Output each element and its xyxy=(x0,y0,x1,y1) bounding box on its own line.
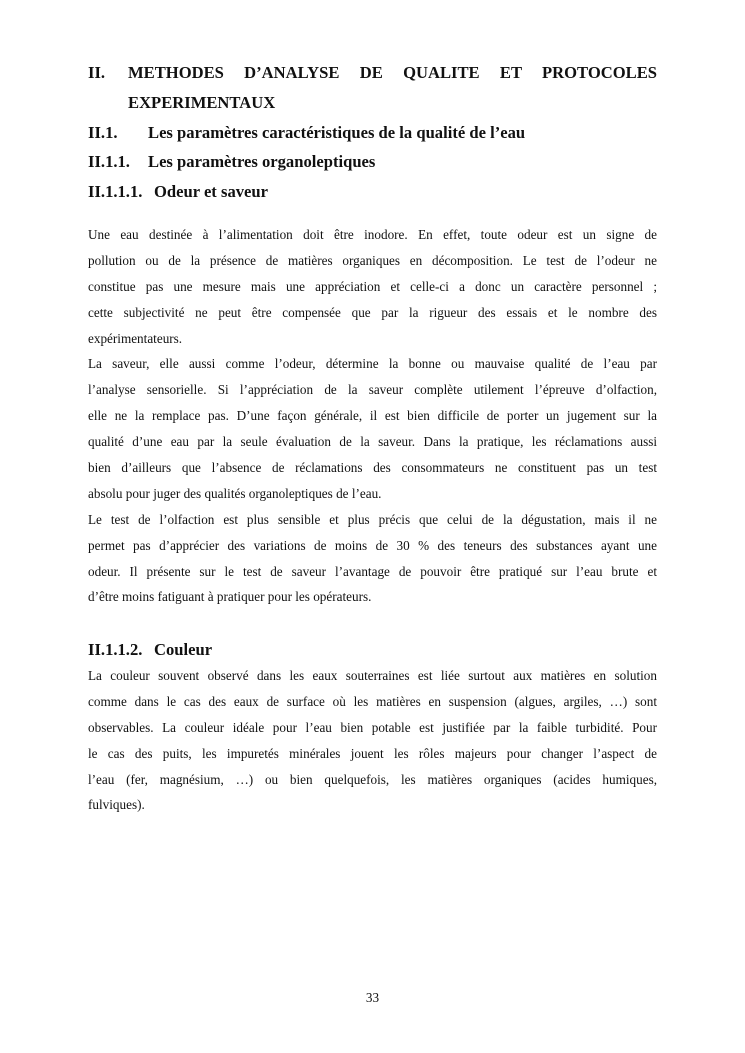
text-line: pollution ou de la présence de matières organiques en décomposition. Le test de l’odeur ne xyxy=(88,252,657,268)
heading-title-cont: EXPERIMENTAUX xyxy=(128,93,276,112)
odeur-saveur-text xyxy=(88,222,657,610)
text-line: La saveur, elle aussi comme l’odeur, détermine la bonne ou mauvaise qualité de l’eau par xyxy=(88,356,657,372)
text-line: l’eau (fer, magnésium, …) ou bien quelquefois, les matières organiques (acides humiques, xyxy=(88,771,657,787)
text-line: expérimentateurs. xyxy=(88,330,183,346)
text-line: cette subjectivité ne peut être compensée que par la rigueur des essais et le nombre des xyxy=(88,304,657,320)
heading-section-II xyxy=(88,58,657,118)
heading-section-II-1-1 xyxy=(88,147,657,177)
text-line: observables. La couleur idéale pour l’eau bien potable est justifiée par la faible turbidité. Pour xyxy=(88,719,657,735)
heading-number: II.1.1. xyxy=(88,152,130,171)
text-line: le cas des puits, les impuretés minérales jouent les rôles majeurs pour changer l’aspect de xyxy=(88,745,657,761)
heading-title: Les paramètres organoleptiques xyxy=(148,152,376,171)
text-line: l’analyse sensorielle. Si l’appréciation de la saveur complète utilement l’épreuve d’olfaction, xyxy=(88,382,657,398)
text-line: qualité d’une eau par la seule évaluation de la saveur. Dans la pratique, les réclamations aussi xyxy=(88,434,657,450)
heading-section-II-1-1-1 xyxy=(88,177,657,207)
text-line: elle ne la remplace pas. D’une façon générale, il est bien difficile de porter un jugement sur la xyxy=(88,408,657,424)
heading-number: II.1.1.2. xyxy=(88,640,143,659)
text-line: constitue pas une mesure mais une appréciation et celle-ci a donc un caractère personnel ; xyxy=(88,278,657,294)
heading-section-II-1 xyxy=(88,118,657,148)
text-line: La couleur souvent observé dans les eaux souterraines est liée surtout aux matières en solution xyxy=(88,668,657,683)
heading-number: II.1. xyxy=(88,123,118,142)
text-line: Une eau destinée à l’alimentation doit être inodore. En effet, toute odeur est un signe de xyxy=(88,227,657,242)
heading-section-II-1-1-2 xyxy=(88,635,657,665)
heading-number: II. xyxy=(88,63,106,82)
heading-title: METHODES D’ANALYSE DE QUALITE ET PROTOCOLES xyxy=(128,63,657,82)
text-line: absolu pour juger des qualités organoleptiques de l’eau. xyxy=(88,485,382,501)
text-line: Le test de l’olfaction est plus sensible et plus précis que celui de la dégustation, mais il ne xyxy=(88,511,657,527)
text-line: comme dans le cas des eaux de surface où les matières en suspension (algues, argiles, …) sont xyxy=(88,693,657,709)
heading-title: Odeur et saveur xyxy=(154,182,268,201)
text-line: permet pas d’apprécier des variations de moins de 30 % des teneurs des substances ayant une xyxy=(88,537,657,553)
heading-title: Les paramètres caractéristiques de la qualité de l’eau xyxy=(148,123,526,142)
text-line: odeur. Il présente sur le test de saveur l’avantage de pouvoir être pratiqué sur l’eau brute et xyxy=(88,563,657,579)
heading-number: II.1.1.1. xyxy=(88,182,143,201)
heading-title: Couleur xyxy=(154,640,213,659)
page-number: 33 xyxy=(365,990,380,1005)
text-line: bien d’ailleurs que l’absence de réclamations des consommateurs ne constituent pas un test xyxy=(88,460,657,476)
couleur-text xyxy=(88,663,657,818)
text-line: fulviques). xyxy=(88,797,145,813)
text-line: d’être moins fatiguant à pratiquer pour les opérateurs. xyxy=(88,589,372,605)
